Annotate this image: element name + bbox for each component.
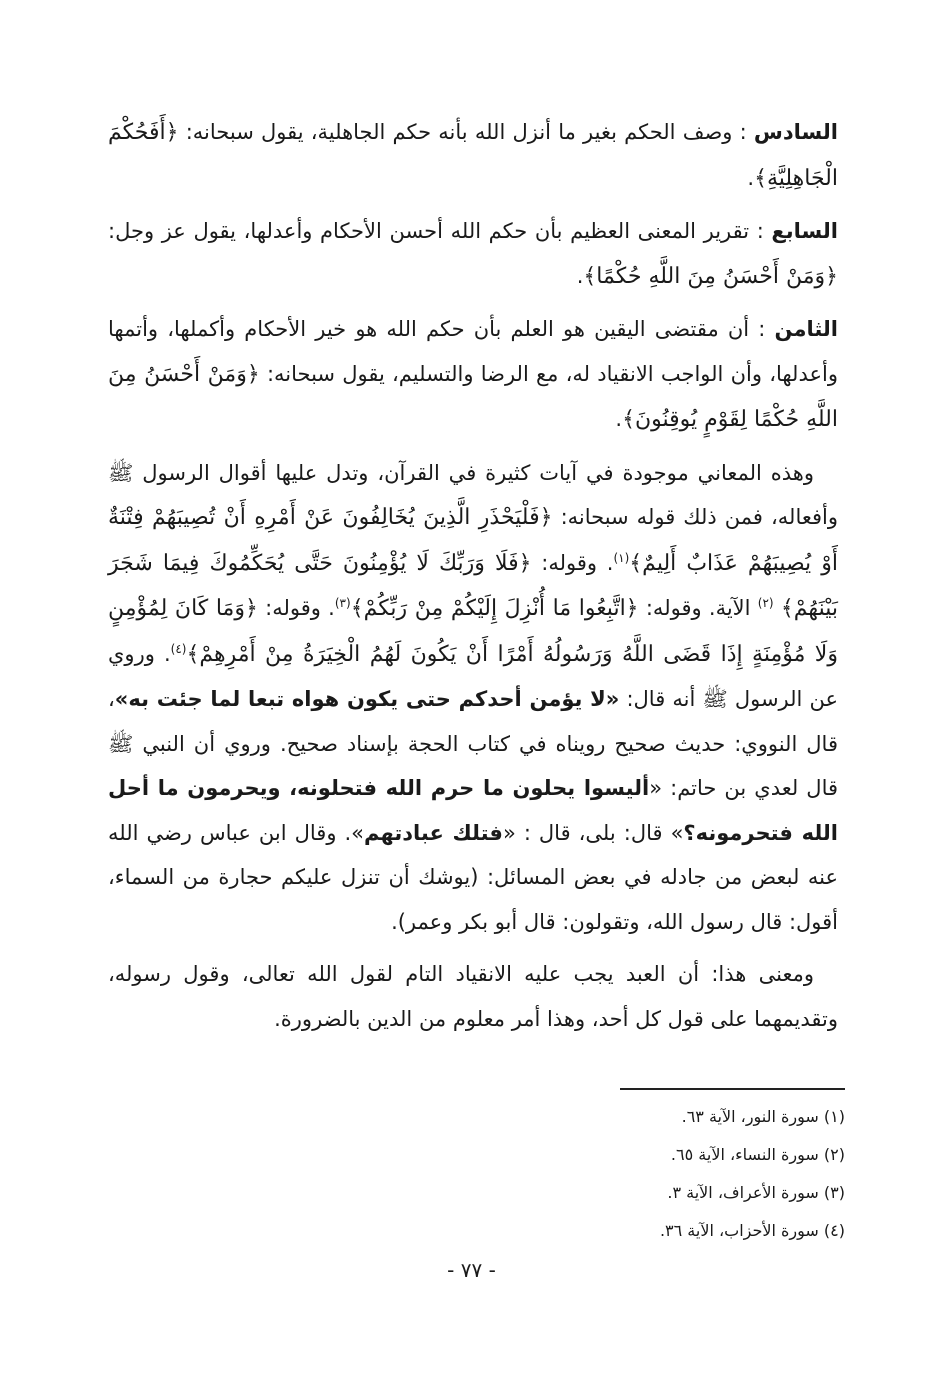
- footnote-ref: (٤): [170, 641, 187, 656]
- footnote-item: (٣) سورة الأعراف، الآية ٣.: [667, 1183, 845, 1202]
- quran-verse: ﴿فَلَا وَرَبِّكَ لَا يُؤْمِنُونَ حَتَّى يُحَكِّمُوكَ فِيمَا شَجَرَ بَيْنَهُمْ﴾: [108, 550, 838, 621]
- hadith-quote: فتلك عبادتهم: [364, 820, 503, 845]
- paragraph-conclusion: [108, 952, 838, 1041]
- quran-verse: ﴿وَمَنْ أَحْسَنُ مِنَ اللَّهِ حُكْمًا لِقَوْمٍ يُوقِنُونَ﴾: [108, 361, 838, 432]
- paragraph-sixth: [108, 110, 838, 201]
- paragraph-label: الثامن: [774, 317, 838, 341]
- hadith-quote: «لا يؤمن أحدكم حتى يكون هواه تبعا لما جئت به»: [114, 687, 620, 711]
- paragraph-evidence: [108, 451, 838, 945]
- paragraph-text: ، قال النووي: حديث صحيح رويناه في كتاب الحجة بإسناد صحيح. وروي أن النبي ﷺ قال لعدي بن حاتم: «: [108, 687, 839, 800]
- footnotes: [500, 1098, 845, 1250]
- quran-verse: ﴿أَفَحُكْمَ الْجَاهِلِيَّةِ﴾: [108, 120, 838, 191]
- paragraph-text: » قال: بلى، قال : «: [502, 820, 684, 845]
- paragraph-text: . وقوله:: [265, 596, 335, 620]
- paragraph-text: : تقرير المعنى العظيم بأن حكم الله أحسن الأحكام وأعدلها، يقول عز وجل:: [108, 219, 764, 243]
- paragraph-text: ». وقال ابن عباس رضي الله عنه لبعض من جادله في بعض المسائل: (يوشك أن تنزل عليكم حجارة من السماء، أقول: قال رسول الله، وتقولون: قال أبو بكر وعمر).: [108, 820, 838, 934]
- footnote-divider: [620, 1088, 845, 1090]
- paragraph-text: : وصف الحكم بغير ما أنزل الله بأنه حكم الجاهلية، يقول سبحانه:: [185, 120, 747, 144]
- paragraph-eighth: [108, 307, 838, 443]
- quran-verse: ﴿اتَّبِعُوا مَا أُنْزِلَ إِلَيْكُمْ مِنْ رَبِّكُمْ﴾: [350, 596, 639, 621]
- paragraph-text: . وروي عن الرسول ﷺ أنه قال:: [108, 641, 838, 711]
- quran-verse: ﴿فَلْيَحْذَرِ الَّذِينَ يُخَالِفُونَ عَنْ أَمْرِهِ أَنْ تُصِيبَهُمْ فِتْنَةٌ أَوْ يُصِيبَهُمْ عَذَابٌ أَلِيمٌ﴾: [108, 505, 838, 576]
- footnote-ref: (٢): [757, 596, 774, 610]
- punctuation: .: [576, 263, 584, 288]
- punctuation: .: [747, 165, 755, 190]
- page-number: - ٧٧ -: [447, 1258, 496, 1282]
- quran-verse: ﴿وَمَا كَانَ لِمُؤْمِنٍ وَلَا مُؤْمِنَةٍ إِذَا قَضَى اللَّهُ وَرَسُولُهُ أَمْرًا أَنْ يَكُونَ لَهُمُ الْخِيَرَةُ مِنْ أَمْرِهِمْ﴾: [108, 596, 838, 667]
- hadith-quote: أليسوا يحلون ما حرم الله فتحلونه، ويحرمون ما أحل الله فتحرمونه؟: [108, 776, 838, 845]
- paragraph-label: السادس: [753, 120, 838, 144]
- paragraph-label: السابع: [771, 219, 838, 243]
- paragraph-text: الآية. وقوله:: [645, 596, 751, 620]
- paragraph-text: ومعنى هذا: أن العبد يجب عليه الانقياد التام لقول الله تعالى، وقول رسوله، وتقديمهما على قول كل أحد، وهذا أمر معلوم من الدين بالضرورة.: [108, 962, 838, 1031]
- footnote-ref: (٣): [334, 596, 351, 610]
- paragraph-text: وهذه المعاني موجودة في آيات كثيرة في القرآن، وتدل عليها أقوال الرسول ﷺ وأفعاله، فمن ذلك قوله سبحانه:: [108, 460, 838, 529]
- footnote-ref: (١): [613, 550, 630, 565]
- footnote-item: (١) سورة النور، الآية ٦٣.: [681, 1107, 845, 1126]
- paragraph-text: . وقوله:: [541, 550, 614, 575]
- quran-verse: ﴿وَمَنْ أَحْسَنُ مِنَ اللَّهِ حُكْمًا﴾: [583, 263, 838, 289]
- footnote-item: (٤) سورة الأحزاب، الآية ٣٦.: [659, 1221, 845, 1240]
- paragraph-seventh: [108, 209, 838, 299]
- paragraph-text: : أن مقتضى اليقين هو العلم بأن حكم الله هو خير الأحكام وأكملها، وأتمها وأعدلها، وأن الواجب الانقياد له، مع الرضا والتسليم، يقول سبحانه:: [108, 317, 838, 386]
- main-text: [108, 110, 838, 1049]
- footnote-item: (٢) سورة النساء، الآية ٦٥.: [670, 1145, 845, 1164]
- punctuation: .: [615, 407, 623, 431]
